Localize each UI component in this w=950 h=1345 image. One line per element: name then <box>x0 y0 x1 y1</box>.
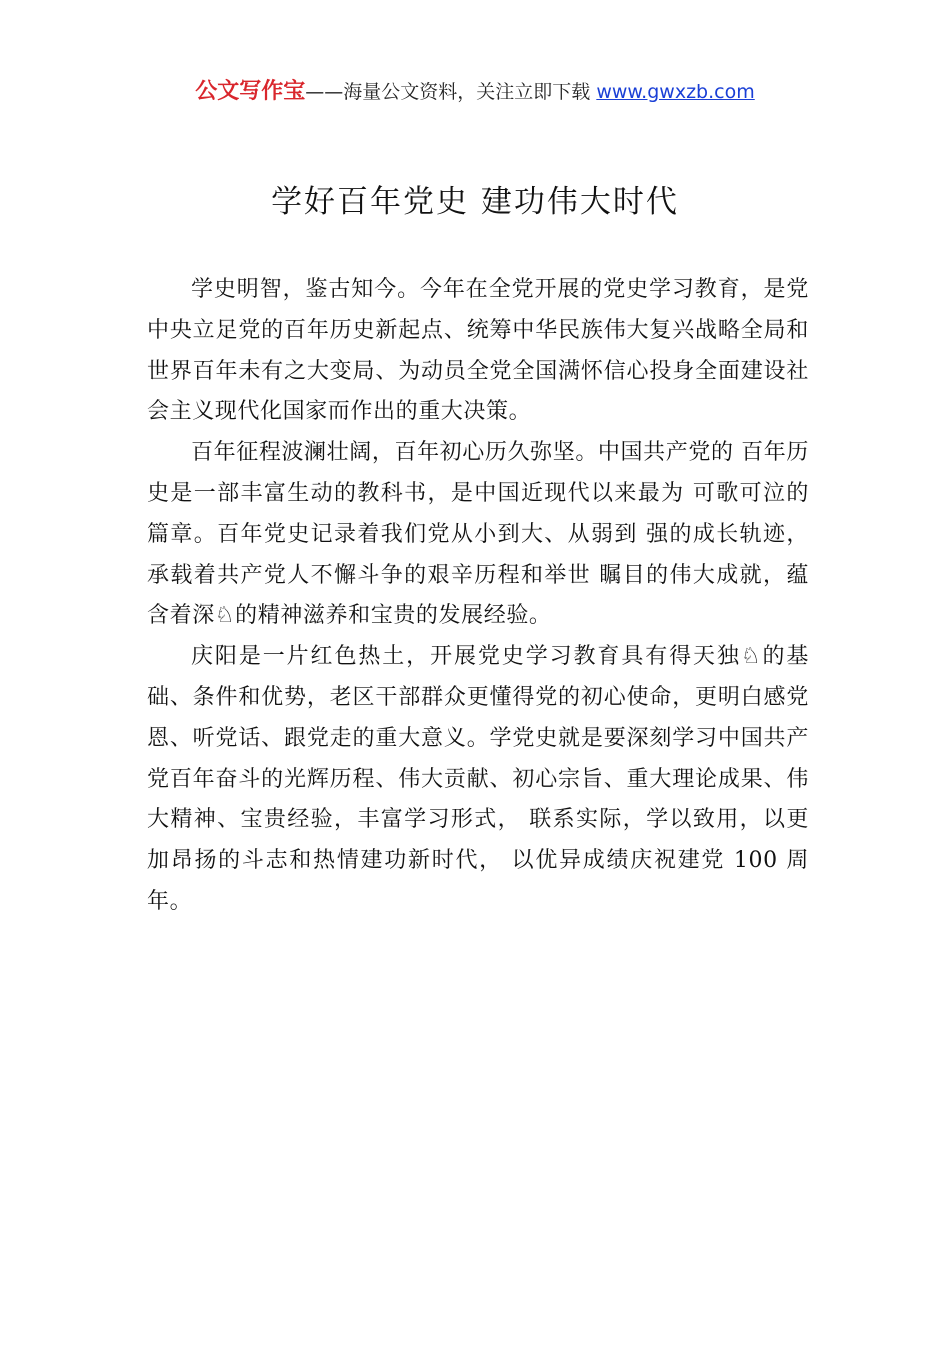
paragraph-1: 学史明智，鉴古知今。今年在全党开展的党史学习教育，是党中央立足党的百年历史新起点、统筹中华民族伟大复兴战略全局和世界百年未有之大变局、为动员全党全国满怀信心投身全面建设社会主义现代化国家而作出的重大决策。 <box>147 277 809 425</box>
document-header <box>0 78 950 106</box>
document-title: 学好百年党史 建功伟大时代 <box>271 184 679 220</box>
website-link[interactable]: www.gwxzb.com <box>596 81 755 103</box>
brand-name: 公文写作宝 <box>195 79 306 104</box>
paragraph-3: 庆阳是一片红色热土，开展党史学习教育具有得天独♘的基础、条件和优势，老区干部群众更懂得党的初心使命，更明白感党恩、听党话、跟党走的重大意义。学党史就是要深刻学习中国共产党百年奋斗的光辉历程、伟大贡献、初心宗旨、重大理论成果、伟大精神、宝贵经验，丰富学习形式， 联系实际，学以致用，以更加昂扬的斗志和热情建功新时代， 以优异成绩庆祝建党 100 周年。 <box>147 644 809 914</box>
paragraph-2: 百年征程波澜壮阔，百年初心历久弥坚。中国共产党的 百年历史是一部丰富生动的教科书，是中国近现代以来最为 可歌可泣的篇章。百年党史记录着我们党从小到大、从弱到 强的成长轨迹，承载着共产党人不懈斗争的艰辛历程和举世 瞩目的伟大成就，蕴含着深♘的精神滋养和宝贵的发展经验。 <box>147 440 809 629</box>
document-body <box>147 270 809 923</box>
header-slogan: ——海量公文资料，关注立即下载 <box>305 81 597 103</box>
